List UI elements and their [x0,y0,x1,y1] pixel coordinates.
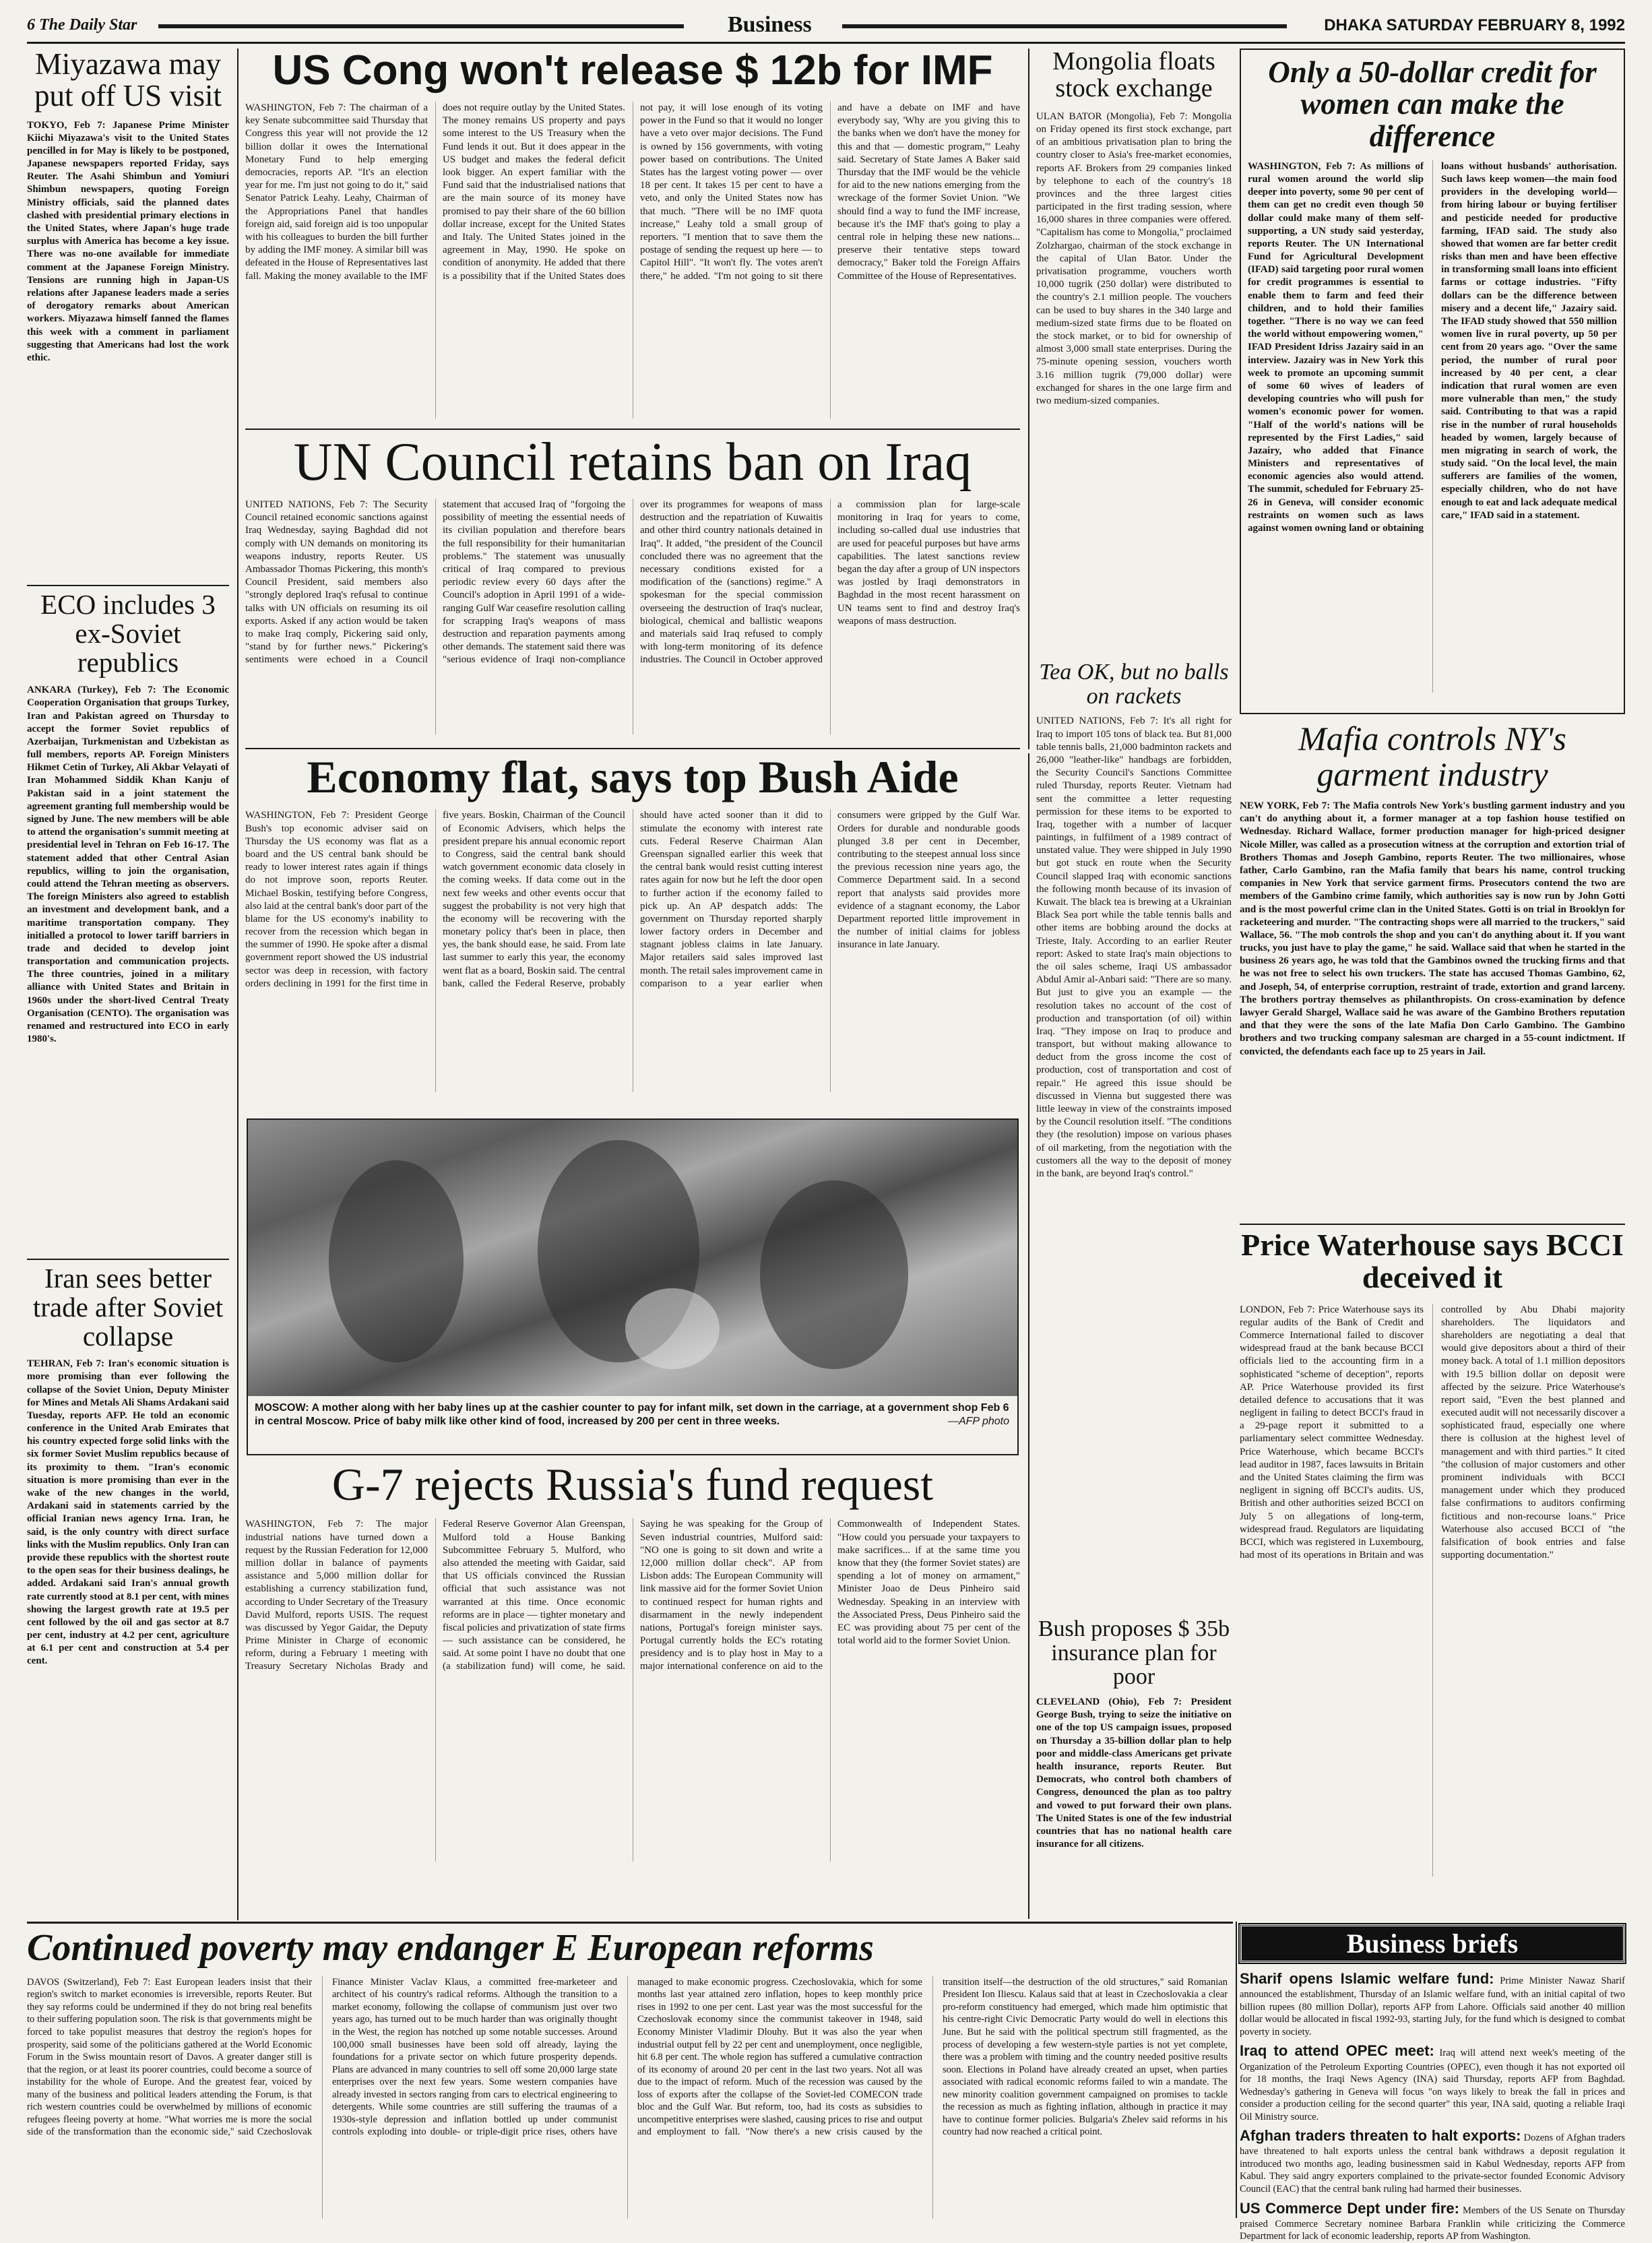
brief-item [1240,2199,1625,2243]
article-miyazawa [27,49,229,596]
headline-iran: Iran sees better trade after Soviet collapse [32,1263,224,1352]
rule-left-2 [27,1259,229,1260]
rule-bcci-top [1240,1224,1625,1225]
body-miyazawa: TOKYO, Feb 7: Japanese Prime Minister Kiichi Miyazawa's visit to the United States pencilled in for May is likely to be postponed, Japanese newspapers reported Friday, says Reuter. The Asahi Shimbun and Yomiuri Shimbun newspapers, quoting Foreign Ministry officials, said the planned dates clashed with presidential primary elections in the United States, where Japan's huge trade surplus with America has become a key issue. There was no-one available for immediate comment at the Japanese Foreign Ministry. Tensions are running high in Japan-US relations after Japanese leaders made a series of derogatory remarks about American workers. Miyazawa himself fanned the flames this week with a comment in parliament suggesting that Americans had lost the work ethic. [27,119,229,363]
briefs-header: Business briefs [1240,1924,1625,1963]
body-mafia: NEW YORK, Feb 7: The Mafia controls New York's bustling garment industry and you can't do anything about it, a former manager at a top fashion house testified on Wednesday. Richard Wallace, former production manager for high-priced designer Nicole Miller, was called as a prosecution witness at the corruption and extortion trial of Brothers Thomas and Joseph Gambino, reports Reuter. The two millionaires, whose father, Carlo Gambino, ran the Mafia family that bears his name, control trucking companies in New York that service garment firms. Prosecutors contend the two are members of the Gambino crime family, which authorities say is now run by John Gotti and is the most powerful crime clan in the United States. Gotti is on trial in Brooklyn for racketeering and murder. "The contracting shops were all married to the truckers," said Wallace, 56. "The mob controls the shop and you can't do anything about it. If you want trucks, you just have to play the game," he said. Wallace said that when he started in the business 26 years ago, he was told that the Gambinos owned the trucking firms and that he was not free to select his own truckers. The state has accused Thomas Gambino, 62, and Joseph, 54, of enterprise corruption, restraint of trade, extortion and grand larceny. The brothers portray themselves as philanthropists. On cross-examination by defence lawyer Gerald Shargel, Wallace said he was aware of the Gambino Brothers reputation and that they were the sons of the late Mafia Don Carlo Gambino. The Gambino brothers and two trucking company salesman are charged in a 55-count indictment. If convicted, the defendants each face up to 25 years in Jail. [1240,800,1625,1057]
body-iran: TEHRAN, Feb 7: Iran's economic situation is more promising than ever following the collapse of the Soviet Union, Deputy Minister for Mines and Metals Ali Shams Ardakani said Tuesday, reports AFP. He told an economic conference in the United Arab Emirates that his country expected forge solid links with the six former Soviet Muslim republics because of its proximity to them. "Iran's economic situation is more promising than ever in the wake of the new changes in the world, Ardakani said in statements carried by the official Iranian news agency Irna. Iran, he said, is the only country with direct surface links with the Muslim republics. Only Iran can provide these republics with the shortest route to the open seas for their business dealings, he added. Ardakani said Iran's annual growth rate currently stood at 8.1 per cent, with mines showing the largest growth rate at 19.5 per cent followed by the oil and gas sector at 8.7 per cent, industry at 4.2 per cent, agriculture at 6.1 per cent and construction at 5.4 per cent. [27,1358,229,1667]
photo-figure [329,1160,464,1362]
article-mafia [1240,721,1625,1223]
headline-poverty: Continued poverty may endanger E European reforms [27,1927,874,1969]
headline-tea: Tea OK, but no balls on rackets [1039,660,1229,709]
headline-eco: ECO includes 3 ex-Soviet republics [40,589,216,678]
brief-body: Prime Minister Nawaz Sharif announced the establishment, Thursday of an Islamic welfare fund, with an initial capital of two billion rupees (80 million Dollar), reports AFP from Lahore. Officials said another 40 million dollar would be allocated in fiscal 1992-93, starting July, for the fund which is designed to combat poverty in society. [1240,1976,1625,2037]
headline-g7: G-7 rejects Russia's fund request [331,1459,934,1510]
issue-date: DHAKA SATURDAY FEBRUARY 8, 1992 [1324,16,1625,34]
headline-mafia: Mafia controls NY's garment industry [1298,720,1566,793]
photo-caption [255,1401,1009,1453]
headline-us-cong: US Cong won't release $ 12b for IMF [272,47,993,94]
brief-item [1240,1969,1625,2038]
article-iran [27,1264,229,1916]
headline-mongolia: Mongolia floats stock exchange [1052,47,1215,102]
photo-moscow-image [248,1120,1017,1396]
photo-credit: —AFP photo [947,1416,1009,1427]
brief-title: Afghan traders threaten to halt exports: [1240,2127,1521,2145]
brief-body: Dozens of Afghan traders have threatened to halt exports unless the central bank withdraws a deposit regulation it introduced two months ago, leading businessmen said in Kabul Wednesday, reports AFP from Kabul. They said angry exporters complained to the private-sector founded Economic Advisory Council (EAC) that the central bank ruling had harmed their businesses. [1240,2133,1626,2195]
body-women-credit: WASHINGTON, Feb 7: As millions of rural women around the world slip deeper into poverty, some 90 per cent of them can get no credit even though 50 dollar could make many of them self-supporting, a UN study said yesterday, reports Reuter. The UN International Fund for Agricultural Development (IFAD) said targeting poor rural women for credit programmes is essential to enable them to farm and feed their children, and to hold their families together. "There is no way we can feed the world without empowering women," IFAD President Idriss Jazairy said in an interview. Jazairy was in New York this week to promote an upcoming summit of some 60 wives of leaders of developing countries who will push for women's economic power for women. "Half of the world's nations will be represented by the First Ladies," said Jazairy, who added that Finance Ministers and representatives of economic agencies also would attend. The summit, scheduled for February 25-26 in Geneva, will consider economic restraints on women such as laws against women owning land or obtaining loans without husbands' authorisation. Such laws keep women—the main food providers in the developing world—from hiring labour or buying fertiliser and pesticide needed for productive farming, IFAD said. The study also showed that women are far better credit risks than men and have been effective in transforming small loans into efficient farms or cottage industries. "Fifty dollars can be the difference between misery and a decent life," Jazairy said. The IFAD study showed that 550 million women live in rural poverty, up 50 per cent from 20 years ago. "Over the same period, the number of rural poor increased by 40 per cent, a clear indication that rural women are even more vulnerable than men," the study said. Contributing to that was a rapid rise in the number of rural households headed by women, largely because of men migrating in search of work, the study said. "On the local level, the main sufferers are families of the women, especially children, who do not have enough to eat and lack adequate medical care," IFAD said in a statement. [1248,160,1617,534]
brief-body: Iraq will attend next week's meeting of the Organization of the Petroleum Exporting Countries (OPEC), even though it has not exported oil for 18 months, the Iraqi News Agency (INA) said Thursday, reports AFP from Baghdad. Wednesday's gathering in Geneva will focus "on ways likely to break the fall in prices and consider a production ceiling for the second quarter" this year, INA said, quoting a reliable Iraqi Oil Ministry source. [1240,2048,1625,2122]
column-rule-mid [1028,49,1029,749]
headline-bcci: Price Waterhouse says BCCI deceived it [1241,1228,1624,1295]
headline-women-credit: Only a 50-dollar credit for women can make the difference [1268,55,1597,153]
masthead-rule-left [158,24,684,28]
article-mongolia [1036,49,1232,695]
headline-economy: Economy flat, says top Bush Aide [307,751,959,802]
headline-un-iraq: UN Council retains ban on Iraq [293,433,972,492]
rule-uniraq-top [245,429,1020,430]
brief-title: Sharif opens Islamic welfare fund: [1240,1970,1494,1987]
article-bcci [1240,1229,1625,1903]
body-economy: WASHINGTON, Feb 7: President George Bush's top economic adviser said on Thursday the US economy was flat as a board and the US central bank should be ready to lower interest rates again if things do not improve soon, reports Reuter. Michael Boskin, testifying before Congress, also laid at the central bank's door part of the blame for the US economy's inability to recover from the recession which began in the summer of 1990. He spoke after a dismal government report showed the US industrial sector was deep in recession, with factory orders declining in 1991 for the first time in five years. Boskin, Chairman of the Council of Economic Advisers, which helps the president prepare his annual economic report to Congress, said the central bank should watch government economic data closely in the coming weeks. If data come out in the next few weeks and other events occur that suggest the probability is not very high that the economy will be recovering with the monetary policy that's been in place, then yes, the bank should ease, he said. From late last summer to early this year, the economy went flat as a board, Boskin said. The central bank, called the Federal Reserve, probably should have acted sooner than it did to stimulate the economy with interest rate cuts. Federal Reserve Chairman Alan Greenspan signalled earlier this week that the central bank would resist cutting interest rates again for now but he left the door open to further action if the economy failed to pick up. An AP despatch adds: The government on Thursday reported sharply lower factory orders in December and stagnant jobless claims in late January. Major retailers said sales improved last month. The retail sales improvement came in comparison to a year earlier when consumers were gripped by the Gulf War. Orders for durable and nondurable goods plunged 3.8 per cent in December, contributing to the steepest annual loss since the previous recession nine years ago, the Commerce Department said. In a second report that analysts said provides more evidence of a stagnant economy, the Labor Department reported little improvement in the number of initial claims for jobless insurance in late January. [245,810,1020,989]
brief-item [1240,2126,1625,2195]
body-un-iraq: UNITED NATIONS, Feb 7: The Security Council retained economic sanctions against Iraq Wednesday, saying Baghdad did not comply with UN demands on monitoring its weapons industry, reports Reuter. US Ambassador Thomas Pickering, this month's Council President, said members also "strongly deplored Iraq's refusal to continue talks with UN officials on resuming its oil exports. Asked if any action would be taken to make Iraq comply, Pickering said only, "stand by for further news." Pickering's sentiments were echoed in a Council statement that accused Iraq of "forgoing the possibility of meeting the essential needs of its civilian population and therefore bears the full responsibility for their humanitarian problems." The statement was unusually critical of Iraq compared to previous periodic review every 60 days after the Council's adoption in April 1991 of a wide-ranging Gulf War ceasefire resolution calling for scrapping Iraq's weapons of mass destruction and reparation payments among other demands. The statement said there was "serious evidence of Iraqi non-compliance over its programmes for weapons of mass destruction and the repatriation of Kuwaitis and other third country nationals detained in Iraq". It added, "the president of the Council concluded there was no agreement that the necessary conditions existed for a modification of the (sanctions) regime." A spokesman for the special commission overseeing the destruction of Iraq's nuclear, biological, chemical and ballistic weapons and materials said Iraq refused to comply with long-term monitoring of its defence industries. The Council in October approved a commission plan for large-scale monitoring in Iraq for years to come, including so-called dual use industries that are used for peaceful purposes but have arms capabilities. The latest sanctions review began the day after a group of UN inspectors was jostled by Iraqi demonstrators in Baghdad in the most recent harassment on UN teams sent to find and destroy Iraq's weapons of mass destruction. [245,499,1020,666]
section-title: Business [728,12,812,37]
column-rule-right-lower [1236,1922,1237,2218]
brief-body: Members of the US Senate on Thursday praised Commerce Secretary nominee Barbara Franklin while criticizing the Commerce Department for lack of economic leadership, reports AP from Washington. [1240,2205,1626,2242]
photo-caption-text: MOSCOW: A mother along with her baby lines up at the cashier counter to pay for infant milk, set down in the carriage, at a government shop Feb 6 in central Moscow. Price of baby milk like other kind of food, increased by 200 per cent in three weeks. [255,1402,1009,1427]
photo-baby [625,1288,720,1369]
body-g7: WASHINGTON, Feb 7: The major industrial nations have turned down a request by the Russian Federation for 12,000 million dollar in balance of payments assistance and 5,000 million dollar for establishing a currency stabilization fund, according to Under Secretary of the Treasury David Mulford, reports USIS. The request was discussed by Yegor Gaidar, the Deputy Prime Minister in Charge of economic reform, during a February 1 meeting with Treasury Secretary Nicholas Brady and Federal Reserve Governor Alan Greenspan, Mulford told a House Banking Subcommittee February 5. Mulford, who also attended the meeting with Gaidar, said that US officials convinced the Russian official that such assistance was not warranted at this time. Once economic reforms are in place — tighter monetary and fiscal policies and privatization of state firms — such assistance can be considered, he said. At some point I have no doubt that one (a stabilization fund) will come, he said. Saying he was speaking for the Group of Seven industrial countries, Mulford said: "NO one is going to sit down and write a 12,000 million dollar check". AP from Lisbon adds: The European Community will link massive aid for the former Soviet Union to continued respect for human rights and disarmament in the newly independent nations, Portugal's foreign minister says. Portugal currently holds the EC's rotating presidency and is to play host in May to a major international conference on aid to the Commonwealth of Independent States. "How could you persuade your taxpayers to make sacrifices... if at the same time you know that they (the former Soviet states) are spending a lot of money on armament," Minister Joao de Deus Pinheiro said Wednesday. Speaking in an interview with the Associated Press, Deus Pinheiro said the EC was providing about 75 per cent of the total world aid to the former Soviet Union. [245,1519,1020,1672]
column-rule-left [237,49,239,1920]
body-bush: CLEVELAND (Ohio), Feb 7: President George Bush, trying to seize the initiative on one of the top US campaign issues, proposed on Thursday a 35-billion dollar plan to help poor and middle-class Americans get private health insurance, reports Reuter. But Democrats, who control both chambers of Congress, denounced the plan as too paltry and vowed to put forward their own plans. The United States is one of the few industrial countries that has no national health care insurance for all citizens. [1036,1697,1232,1850]
photo-figure [760,1180,908,1369]
masthead-underline [27,42,1625,44]
body-poverty: DAVOS (Switzerland), Feb 7: East European leaders insist that their region's switch to market economies is irreversible, reports Reuter. But they say reforms could be undermined if they do not bring real benefits to their suffering population soon. The risk is that governments might be forced to take populist measures that destroy the region's hopes for prosperity, said some of the politicians gathered at the World Economic Forum in the Swiss mountain resort of Davos. A greater danger still is that the region, or at least its poorer countries, could become a source of instability for the whole of Europe. And the greatest fear, voiced by many of the business and political leaders attending the Forum, is that rich western countries could be overwhelmed by millions of economic refugees fleeing poverty at home. "What worries me is more the social side of the transformation than the economic side," said Czechoslovak Finance Minister Vaclav Klaus, a committed free-marketeer and architect of his country's radical reforms. Although the transition to a market economy, following the collapse of communism just over two years ago, has turned out to be much harder than was originally thought in the West, the region has notched up some notable successes. Around 100,000 small businesses have been sold off already, laying the foundations for a private sector on which future prosperity depends. Plans are advanced in many countries to sell off some 20,000 large state enterprises over the next few years. Some western companies have already invested in sectors ranging from cars to electrical engineering to detergents. While some countries are still suffering the traumas of a 1930s-style depression and inflation bottled up under communist controls exploding into double- or triple-digit price rises, others have managed to make economic progress. Czechoslovakia, which for some months last year attained zero inflation, hopes to keep monthly price rises in 1992 to one per cent. Last year was the most successful for the Czechoslovak economy since the communist takeover in 1948, said Economy Minister Vladimir Dlouhy. But it was also the year when industrial output fell by 22 per cent and unemployment, once negligible, hit 6.8 per cent. The whole region has suffered a cumulative contraction of its economy of around 20 per cent in the last two years. Not all was due to the impact of reform. Much of the recession was caused by the loss of exports after the collapse of the Soviet-led COMECON trade bloc and the Gulf War. But reform, too, had its costs as subsidies to uncompetitive enterprises were slashed, causing prices to rise and output and employment to fall. "Now there's a new crisis caused by the transition itself—the destruction of the old structures," said Romanian President Ion Iliescu. Kalaus said that at least in Czechoslovakia a clear pro-reform constituency had emerged, which made him optimistic that his centre-right Civic Democratic Party would do well in elections this June. But he said with the political spectrum still fragmented, as the process of developing a few western-style parties is not yet complete, there was a problem with timing and the country needed positive results soon. Elections in Poland have already created an upset, when parties associated with radical economic reforms failed to win a mandate. The new minority coalition government campaigned on promises to tackle the recession as much as fighting inflation, although in practice it may have to continue former policies. Bulgaria's Zhelev said reforms in his country had now reached a critical point. [27,1976,1228,2138]
article-bush [1036,1617,1232,1914]
headline-bush: Bush proposes $ 35b insurance plan for poor [1038,1616,1230,1690]
body-us-cong: WASHINGTON, Feb 7: The chairman of a key Senate subcommittee said Thursday that Congress this year will not provide the 12 billion dollar it owes the International Monetary Fund to help emerging democracies, reports AP. "It's an election year for me. I'm just not going to do it," said Senator Patrick Leahy. Leahy, Chairman of the Appropriations Panel that handles foreign aid, said foreign aid is too unpopular with his colleagues to burden the bill further by adding the IMF money. A similar bill was defeated in the House of Representatives last fall. Making the money available to the IMF does not require outlay by the United States. The money remains US property and pays some interest to the US Treasury when the Fund lends it out. But it does appear in the US budget and makes the federal deficit look bigger. An expert familiar with the Fund said that the industrialised nations that are the main source of its money have promised to pay their share of the 60 billion dollar increase, except for the United States and Italy. The United States joined in the agreement in May, 1990. He spoke on condition of anonymity. He added that there is a possibility that if the United States does not pay, it will lose enough of its voting power in the Fund so that it would no longer have a veto over major decisions. The Fund is owned by 156 governments, with voting power based on contributions. The United States has the largest voting power — over 18 per cent. It takes 15 per cent to have a veto, and only the United States now has that much. "There will be no IMF quota increase," Leahy told a small group of reporters. "I mention that to save them the postage of sending the request up here — to Capitol Hill". "It won't fly. The votes aren't there," he added. "I'm not going to sit there and have a debate on IMF and have everybody say, 'Why are you giving this to the banks when we don't have the money for this and that — domestic program,'" Leahy said. Secretary of State James A Baker said Thursday that the IMF would be the vehicle for aid to the new nations emerging from the wreckage of the former Soviet Union. "We should find a way to fund the IMF increase, because it's the IMF that's going to play a central role in helping these new nations... preserve their tentative steps toward democracy," Baker told the Foreign Affairs Committee of the House of Representatives. [245,102,1020,282]
photo-moscow [247,1118,1019,1455]
headline-miyazawa: Miyazawa may put off US visit [34,47,222,113]
column-rule-mid-lower [1028,753,1029,1919]
article-us-cong [245,49,1020,431]
body-bcci: LONDON, Feb 7: Price Waterhouse says its regular audits of the Bank of Credit and Commerce International failed to discover widespread fraud at the bank because BCCI officials lied to the accounting firm in a sophisticated "scheme of deception", reports AP. Price Waterhouse provided its first detailed defence to accusations that it was negligent in failing to detect BCCI's fraud in a 29-page report it submitted to a parliamentary select committee Wednesday. Price Waterhouse, which became BCCI's lead auditor in 1987, faces lawsuits in Britain and the United States claiming the firm was negligent in signing off BCCI's audits. US, British and other authorities seized BCCI on July 5 on allegations of long-term, widespread fraud. Regulators are liquidating BCCI, which was registered in Luxembourg, had most of its operations in Britain and was controlled by Abu Dhabi majority shareholders. The liquidators and shareholders are negotiating a deal that would give depositors about a third of their money back. A total of 1.1 million depositors with 19.5 billion dollar on deposit were affected by the seizure. Price Waterhouse's report said, "Even the best planned and executed audit will not necessarily discover a sophisticated fraud, especially one where there is collusion at the highest level of management and with third parties." It cited "the collusion of major customers and other prominent individuals with BCCI management under which they produced false confirmations to auditors confirming fictitious and non-recourse loans." Price Waterhouse also accused BCCI of "the falsification of book entries and false supporting documentation." [1240,1304,1625,1561]
brief-item [1240,2042,1625,2123]
article-women-credit [1240,49,1625,714]
brief-title: Iraq to attend OPEC meet: [1240,2042,1434,2060]
article-economy [245,753,1020,1117]
body-tea: UNITED NATIONS, Feb 7: It's all right for Iraq to import 105 tons of black tea. But 81,000 table tennis balls, 21,000 badminton rackets and 26,000 "leather-like" handbags are forbidden, the Security Council's Sanctions Committee ruled Thursday, reports Reuter. Vietnam had sent the committee a letter requesting permission for these items to be exported to Iraq, together with a number of lacquer paintings, in fulfilment of a 1989 contract of unstated value. They were shipped in July 1990 but got stuck en route when the Security Council slapped Iraq with economic sanctions the following month because of its invasion of Kuwait. The black tea is brewing at a Ukrainian Black Sea port while the table tennis balls and other items are bobbing around the docks at Trieste, Italy. According to an earlier Reuter report: Asked to state Iraq's main objections to the oil sales scheme, Iraqi US ambassador Abdul Amir al-Anbari said: "There are so many. But just to give you an example — the resolution takes no account of the cost of production and transportation (of oil) within Iraq. "They impose on Iraq to produce and transport, but without making allowance to deduct from the gross income the cost of production, cost of transportation and cost of repair." He agreed this issue should be discussed in Vienna but suggested there was little leeway in view of the constraints imposed by the Council resolution itself. "The conditions they (the resolution) impose on various phases of oil marketing, from the negotiation with the customers all the way to the deposit of money in the bank, are beyond Iraq's control." [1036,716,1232,1179]
rule-economy-top [245,748,1020,749]
article-g7 [245,1461,1020,1911]
rule-left-1 [27,585,229,586]
business-briefs [1240,1920,1626,2242]
article-eco [27,590,229,1264]
brief-title: US Commerce Dept under fire: [1240,2199,1459,2217]
masthead-rule-right [842,24,1287,28]
article-poverty [27,1928,1228,2225]
body-mongolia: ULAN BATOR (Mongolia), Feb 7: Mongolia on Friday opened its first stock exchange, part of an ambitious privatisation plan to bring the country closer to Asia's free-market economies, reports AF. Brokers from 29 companies linked by telephone to each of the country's 18 provinces and the three largest cities participated in the first trading session, where 16,000 shares in three companies were offered. "Capitalism has come to Mongolia," proclaimed Zolzhargao, chairman of the stock exchange in the capital of Ulan Bator. Under the privatisation programme, vouchers worth 10,000 tugrik (250 dollar) were distributed to the country's 2.1 million people. The vouchers can be used to buy shares in the 340 large and medium-sized state firms due to be floated on the stock market, or to bid for ownership of almost 3,000 small state enterprises. During the 75-minute opening session, vouchers worth 3.16 million tugrik (79,000 dollar) were exchanged for shares in the one large firm and two medium-sized companies. [1036,110,1232,406]
page-number-paper-name: 6 The Daily Star [27,16,137,34]
rule-poverty-top [27,1922,1233,1924]
article-un-iraq [245,434,1020,748]
body-eco: ANKARA (Turkey), Feb 7: The Economic Cooperation Organisation that groups Turkey, Iran and Pakistan agreed on Thursday to accept the former Soviet republics of Azerbaijan, Turkmenistan and Uzbekistan as full members, reports AP. Foreign Ministers Hikmet Cetin of Turkey, Ali Akbar Velayati of Iran Mohammed Siddik Khan Kanju of Pakistan said in a joint statement the agreement granting full membership would be signed by June. The new members will be able to attend the organisation's summit meeting at presidential level in Tehran on Feb 16-17. The statement added that other Central Asian republics, willing to join the organisation, could attend the Tehran meeting as observers. The foreign Ministers also agreed to establish an investment and development bank, and a maritime transportation company. They initialled a protocol to lower tariff barriers in trade and decided to develop joint transportation and communication projects. The three countries, joined in a military alliance with United States and Britain in 1960s under the short-lived Central Treaty Organisation (CENTO). The organisation was renamed and restructured into ECO in early 1980's. [27,685,229,1045]
